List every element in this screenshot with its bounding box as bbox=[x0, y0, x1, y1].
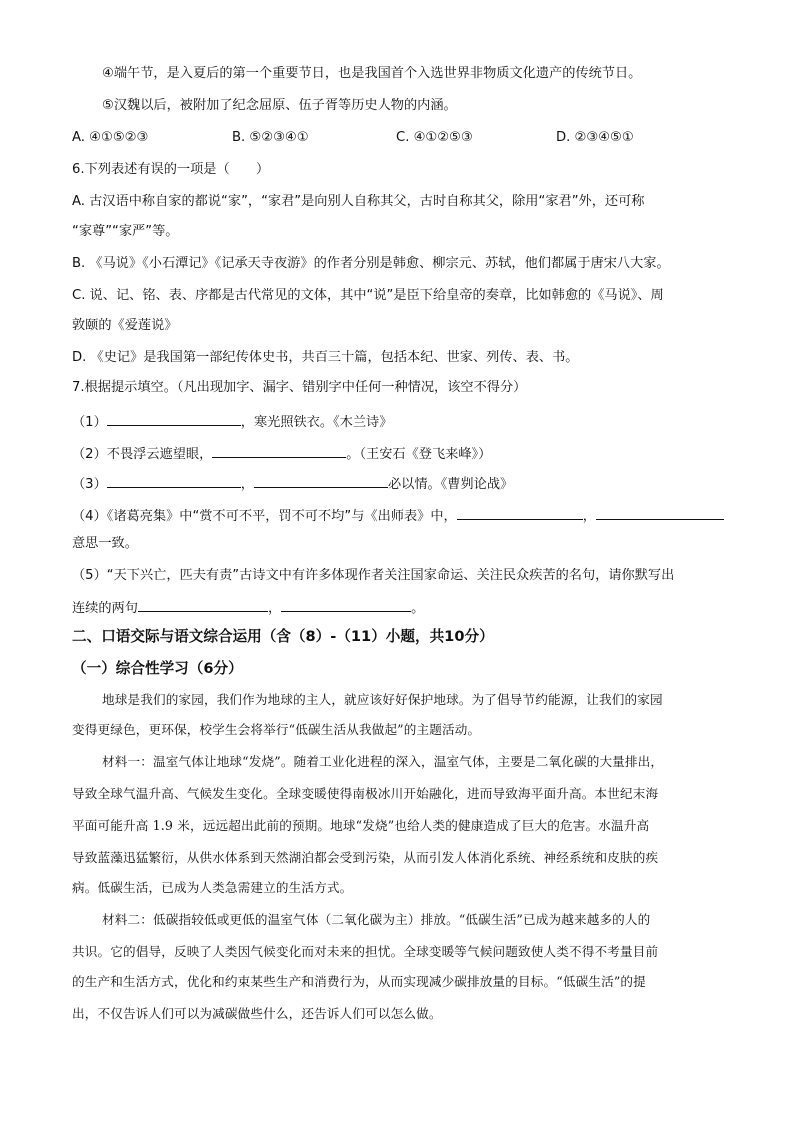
q6-option-c-line2: 敦颐的《爱莲说》 bbox=[72, 318, 178, 333]
fill-blank[interactable] bbox=[254, 472, 388, 488]
q6-option-d: D. 《史记》是我国第一部纪传体史书，共百三十篇，包括本纪、世家、列传、表、书。 bbox=[72, 350, 579, 365]
sequence-item-5: ⑤汉魏以后，被附加了纪念屈原、伍子胥等历史人物的内涵。 bbox=[102, 98, 457, 113]
q7-sub5-line2 bbox=[72, 596, 424, 619]
material-1-line-1: 材料一：温室气体让地球“发烧”。随着工业化进程的深入，温室气体，主要是二氧化碳的大量排出， bbox=[102, 754, 664, 769]
fill-blank[interactable] bbox=[138, 596, 268, 612]
q7-sub4-comma: ， bbox=[582, 509, 596, 524]
q6-option-a-line1: A. 古汉语中称自家的都说“家”，“家君”是向别人自称其父，古时自称其父，除用“家君”外，还可称 bbox=[72, 194, 645, 209]
q5-option-b: B. ⑤②③④① bbox=[232, 130, 309, 145]
q7-sub1-prefix: （1） bbox=[72, 415, 107, 430]
q7-sub5-comma: ， bbox=[267, 601, 282, 616]
q6-option-b: B. 《马说》《小石潭记》《记承天寺夜游》的作者分别是韩愈、柳宗元、苏轼，他们都属于唐宋八大家。 bbox=[72, 256, 670, 271]
q7-sub5-line1: （5）“天下兴亡，匹夫有责”古诗文中有许多体现作者关注国家命运、关注民众疾苦的名句，请你默写出 bbox=[72, 568, 675, 583]
q7-sub2-prefix: （2）不畏浮云遮望眼， bbox=[72, 447, 213, 462]
material-1-line-2: 导致全球气温升高、气候发生变化。全球变暖使得南极冰川开始融化，进而导致海平面升高。本世纪末海 bbox=[72, 786, 659, 801]
q7-sub2 bbox=[72, 442, 491, 465]
q7-sub4-prefix: （4）《诸葛亮集》中“赏不可不平，罚不可不均”与《出师表》中， bbox=[72, 509, 457, 524]
fill-blank[interactable] bbox=[107, 410, 241, 426]
fill-blank[interactable] bbox=[281, 596, 411, 612]
q5-option-a: A. ④①⑤②③ bbox=[72, 130, 149, 145]
q7-sub5-period: 。 bbox=[411, 601, 425, 616]
q7-sub5-prefix: 连续的两句 bbox=[72, 601, 138, 616]
fill-blank[interactable] bbox=[212, 442, 346, 458]
q7-sub3-comma: ， bbox=[240, 477, 254, 492]
q7-stem: 7.根据提示填空。（凡出现加字、漏字、错别字中任何一种情况，该空不得分） bbox=[72, 380, 527, 395]
material-2-line-4: 出，不仅告诉人们可以为减碳做些什么，还告诉人们可以怎么做。 bbox=[72, 1006, 442, 1021]
section-2-title: 二、口语交际与语文综合运用（含（8）-（11）小题，共10分） bbox=[72, 628, 494, 645]
material-2-line-3: 的生产和生活方式，优化和约束某些生产和消费行为，从而实现减少碳排放量的目标。“低碳生活”的提 bbox=[72, 974, 646, 989]
intro-line-1: 地球是我们的家园，我们作为地球的主人，就应该好好保护地球。为了倡导节约能源，让我们的家园 bbox=[102, 692, 663, 707]
q5-option-d: D. ②③④⑤① bbox=[556, 130, 634, 145]
q7-sub1-suffix: ，寒光照铁衣。《木兰诗》 bbox=[240, 415, 393, 430]
material-2-line-1: 材料二：低碳指较低或更低的温室气体（二氧化碳为主）排放。“低碳生活”已成为越来越多的人的 bbox=[102, 912, 651, 927]
q6-stem: 6.下列表述有误的一项是（ ） bbox=[72, 162, 270, 177]
q5-option-c: C. ④①②⑤③ bbox=[396, 130, 473, 145]
fill-blank[interactable] bbox=[107, 472, 241, 488]
q7-sub4 bbox=[72, 504, 724, 527]
q7-sub4-line2: 意思一致。 bbox=[72, 536, 138, 551]
q7-sub3-suffix: 必以情。《曹刿论战》 bbox=[387, 477, 514, 492]
section-2-subtitle: （一）综合性学习（6分） bbox=[72, 660, 243, 677]
intro-line-2: 变得更绿色，更环保，校学生会将举行“低碳生活从我做起”的主题活动。 bbox=[72, 722, 481, 737]
fill-blank[interactable] bbox=[457, 504, 583, 520]
material-1-line-3: 平面可能升高 1.9 米，远远超出此前的预期。地球“发烧”也给人类的健康造成了巨大的危害。水温升高 bbox=[72, 818, 650, 833]
material-1-line-5: 病。低碳生活，已成为人类急需建立的生活方式。 bbox=[72, 880, 353, 895]
q7-sub2-suffix: 。（王安石《登飞来峰》） bbox=[346, 447, 492, 462]
q7-sub1 bbox=[72, 410, 392, 433]
material-1-line-4: 导致蓝藻迅猛繁衍，从供水体系到天然湖泊都会受到污染，从而引发人体消化系统、神经系统和皮肤的疾 bbox=[72, 850, 659, 865]
sequence-item-4: ④端午节，是入夏后的第一个重要节日，也是我国首个入选世界非物质文化遗产的传统节日。 bbox=[102, 66, 642, 81]
q6-option-c-line1: C. 说、记、铭、表、序都是古代常见的文体，其中“说”是臣下给皇帝的奏章，比如韩愈的《马说》、周 bbox=[72, 288, 664, 303]
fill-blank[interactable] bbox=[596, 504, 724, 520]
q7-sub3-prefix: （3） bbox=[72, 477, 107, 492]
q6-option-a-line2: “家尊”“家严”等。 bbox=[72, 224, 179, 239]
material-2-line-2: 共识。它的倡导，反映了人类因气候变化而对未来的担忧。全球变暖等气候问题致使人类不得不考量目前 bbox=[72, 944, 659, 959]
q7-sub3 bbox=[72, 472, 513, 495]
